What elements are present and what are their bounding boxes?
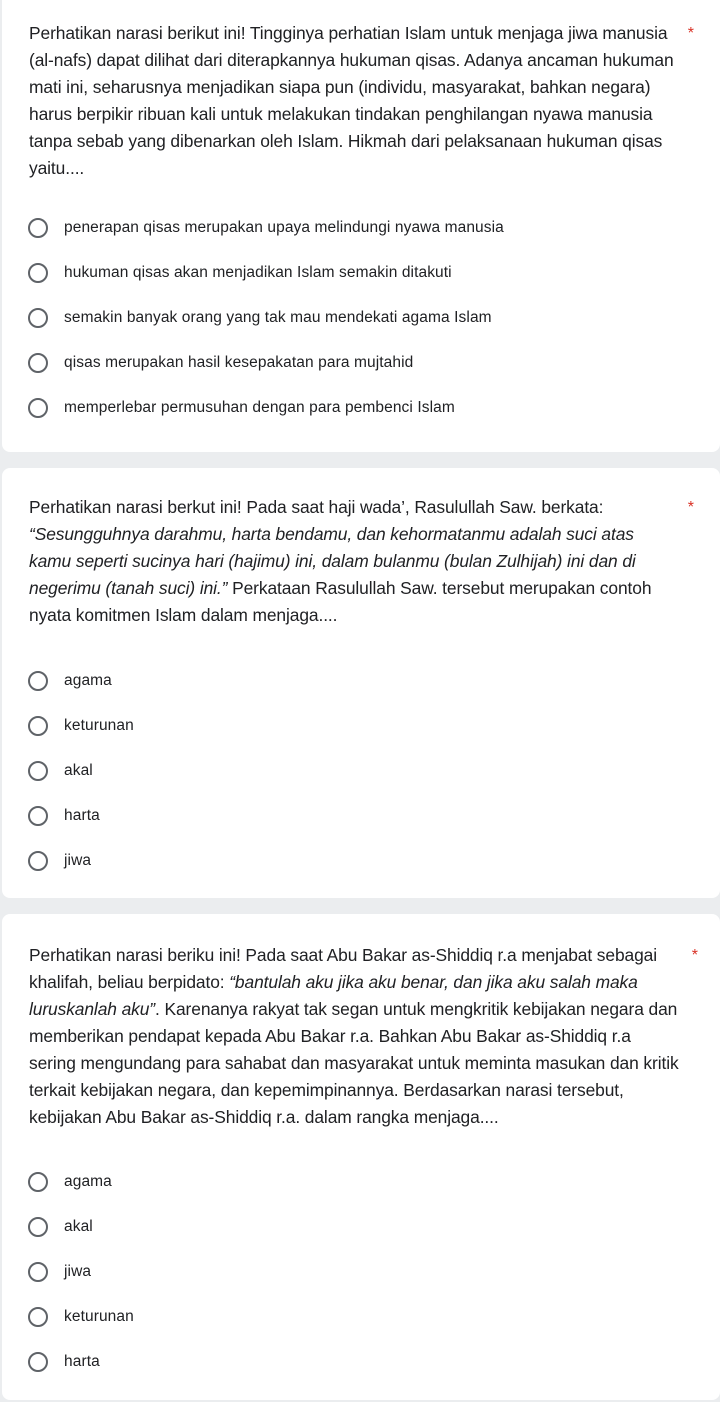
radio-option-label: akal: [64, 761, 93, 779]
radio-button[interactable]: [28, 218, 48, 238]
radio-option[interactable]: [28, 1159, 700, 1204]
radio-group: [28, 658, 700, 883]
radio-option-label: agama: [64, 671, 112, 689]
radio-option-label: keturunan: [64, 1307, 134, 1325]
radio-button[interactable]: [28, 1217, 48, 1237]
radio-option[interactable]: [28, 748, 700, 793]
required-asterisk: *: [687, 25, 694, 42]
radio-option-label: hukuman qisas akan menjadikan Islam semakin ditakuti: [64, 263, 452, 281]
radio-option-label: harta: [64, 806, 100, 824]
radio-option[interactable]: [28, 838, 700, 883]
required-asterisk: *: [687, 499, 694, 516]
radio-option[interactable]: [28, 385, 700, 430]
radio-button[interactable]: [28, 716, 48, 736]
radio-option[interactable]: [28, 250, 700, 295]
radio-button[interactable]: [28, 353, 48, 373]
radio-button[interactable]: [28, 263, 48, 283]
radio-button[interactable]: [28, 1352, 48, 1372]
radio-group: [28, 205, 700, 430]
radio-button[interactable]: [28, 761, 48, 781]
radio-button[interactable]: [28, 806, 48, 826]
radio-option-label: jiwa: [64, 1262, 92, 1280]
question-text: Perhatikan narasi berkut ini! Pada saat haji wada’, Rasulullah Saw. berkata: “Sesungguhnya darahmu, harta bendamu, dan kehormatanmu adalah suci atas kamu seperti sucinya hari (hajimu) ini, dalam bulanmu (bulan Zulhijah) ini dan di negerimu (tanah suci) ini.” Perkataan Rasulullah Saw. tersebut merupakan contoh nyata komitmen Islam dalam menjaga....: [29, 497, 652, 625]
radio-option[interactable]: [28, 1294, 700, 1339]
radio-option-label: jiwa: [64, 851, 92, 869]
radio-group: [28, 1159, 700, 1384]
question-card-3: [2, 914, 720, 1400]
question-text: Perhatikan narasi beriku ini! Pada saat Abu Bakar as-Shiddiq r.a menjabat sebagai khalifah, beliau berpidato: “bantulah aku jika aku benar, dan jika aku salah maka luruskanlah aku”. Karenanya rakyat tak segan untuk mengkritik kebijakan negara dan memberikan pendapat kepada Abu Bakar r.a. Bahkan Abu Bakar as-Shiddiq r.a sering mengundang para sahabat dan masyarakat untuk meminta masukan dan kritik terkait kebijakan negara, dan kepemimpinannya. Berdasarkan narasi tersebut, kebijakan Abu Bakar as-Shiddiq r.a. dalam rangka menjaga....: [29, 945, 679, 1127]
radio-option[interactable]: [28, 295, 700, 340]
radio-option-label: agama: [64, 1172, 112, 1190]
radio-button[interactable]: [28, 1307, 48, 1327]
radio-option[interactable]: [28, 1339, 700, 1384]
radio-option-label: akal: [64, 1217, 93, 1235]
radio-option[interactable]: [28, 793, 700, 838]
radio-button[interactable]: [28, 851, 48, 871]
radio-option[interactable]: [28, 205, 700, 250]
question-text: Perhatikan narasi berikut ini! Tingginya perhatian Islam untuk menjaga jiwa manusia (al-nafs) dapat dilihat dari diterapkannya hukuman qisas. Adanya ancaman hukuman mati ini, seharusnya menjadikan siapa pun (individu, masyarakat, bahkan negara) harus berpikir ribuan kali untuk melakukan tindakan penghilangan nyawa manusia tanpa sebab yang dibenarkan oleh Islam. Hikmah dari pelaksanaan hukuman qisas yaitu....: [29, 23, 674, 178]
radio-button[interactable]: [28, 1172, 48, 1192]
radio-option[interactable]: [28, 340, 700, 385]
radio-option-label: penerapan qisas merupakan upaya melindungi nyawa manusia: [64, 218, 504, 236]
radio-option-label: qisas merupakan hasil kesepakatan para mujtahid: [64, 353, 414, 371]
radio-option[interactable]: [28, 703, 700, 748]
radio-option-label: harta: [64, 1352, 100, 1370]
radio-button[interactable]: [28, 398, 48, 418]
required-asterisk: *: [691, 947, 698, 964]
question-card-1: [2, 0, 720, 452]
question-card-2: [2, 468, 720, 898]
radio-option-label: memperlebar permusuhan dengan para pembenci Islam: [64, 398, 455, 416]
radio-button[interactable]: [28, 308, 48, 328]
radio-option-label: semakin banyak orang yang tak mau mendekati agama Islam: [64, 308, 492, 326]
radio-button[interactable]: [28, 671, 48, 691]
radio-button[interactable]: [28, 1262, 48, 1282]
radio-option[interactable]: [28, 658, 700, 703]
radio-option[interactable]: [28, 1204, 700, 1249]
radio-option[interactable]: [28, 1249, 700, 1294]
radio-option-label: keturunan: [64, 716, 134, 734]
